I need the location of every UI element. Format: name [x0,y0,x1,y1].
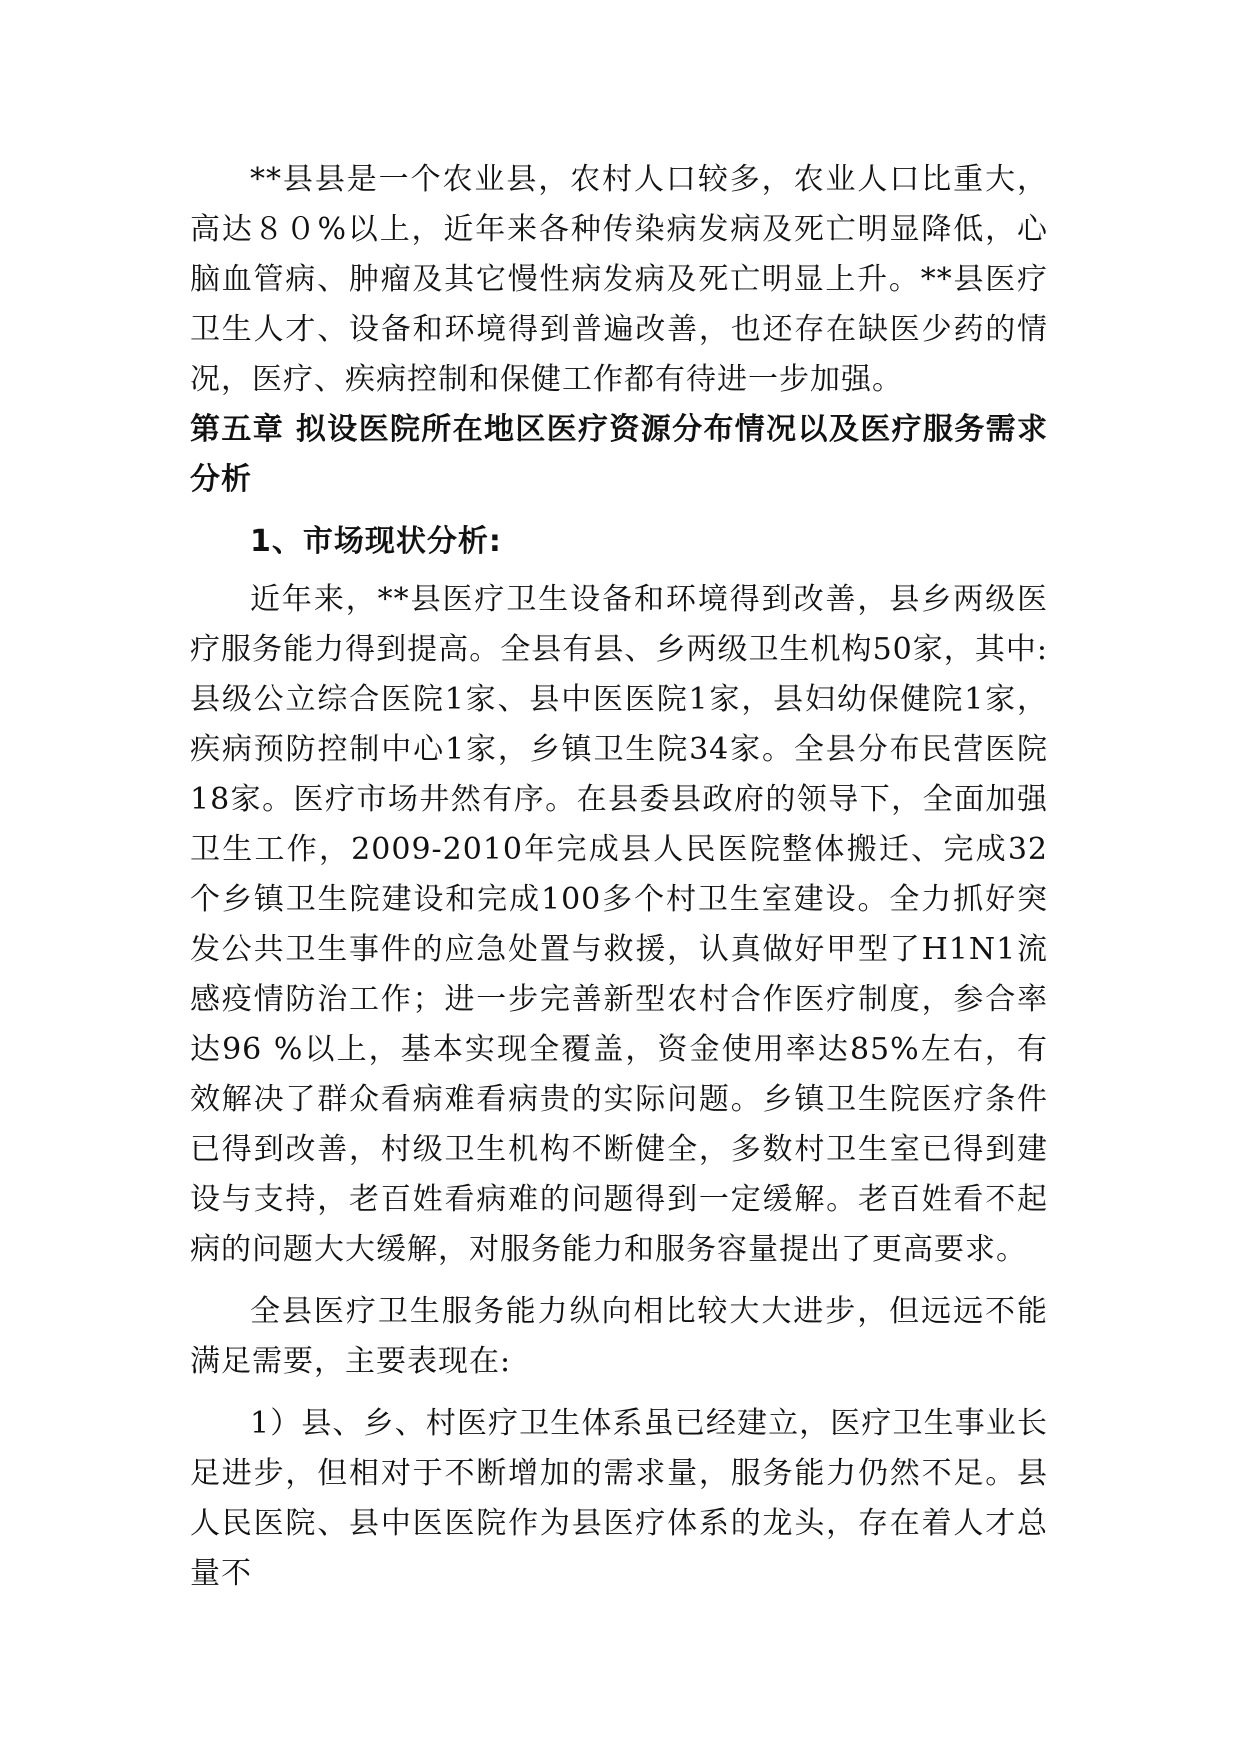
document-page [190,155,1048,1599]
intro-paragraph: **县县是一个农业县，农村人口较多，农业人口比重大，高达８０%以上，近年来各种传染病发病及死亡明显降低，心脑血管病、肿瘤及其它慢性病发病及死亡明显上升。**县医疗卫生人才、设备和环境得到普遍改善，也还存在缺医少药的情况，医疗、疾病控制和保健工作都有待进一步加强。 [190,162,1048,397]
chapter-heading: 第五章 拟设医院所在地区医疗资源分布情况以及医疗服务需求分析 [190,412,1048,497]
section-heading: 1、市场现状分析: [250,524,502,559]
body-paragraph-market-status: 近年来，**县医疗卫生设备和环境得到改善，县乡两级医疗服务能力得到提高。全县有县、乡两级卫生机构50家，其中:县级公立综合医院1家、县中医医院1家，县妇幼保健院1家，疾病预防控制中心1家，乡镇卫生院34家。全县分布民营医院18家。医疗市场井然有序。在县委县政府的领导下，全面加强卫生工作，2009-2010年完成县人民医院整体搬迁、完成32个乡镇卫生院建设和完成100多个村卫生室建设。全力抓好突发公共卫生事件的应急处置与救援，认真做好甲型了H1N1流感疫情防治工作；进一步完善新型农村合作医疗制度，参合率达96 %以上，基本实现全覆盖，资金使用率达85%左右，有效解决了群众看病难看病贵的实际问题。乡镇卫生院医疗条件已得到改善，村级卫生机构不断健全，多数村卫生室已得到建设与支持，老百姓看病难的问题得到一定缓解。老百姓看不起病的问题大大缓解，对服务能力和服务容量提出了更高要求。 [190,582,1048,1267]
body-paragraph-capacity-summary: 全县医疗卫生服务能力纵向相比较大大进步，但远远不能满足需要，主要表现在: [190,1294,1048,1379]
body-paragraph-point-1: 1）县、乡、村医疗卫生体系虽已经建立，医疗卫生事业长足进步，但相对于不断增加的需求量，服务能力仍然不足。县人民医院、县中医医院作为县医疗体系的龙头，存在着人才总量不 [190,1406,1048,1591]
